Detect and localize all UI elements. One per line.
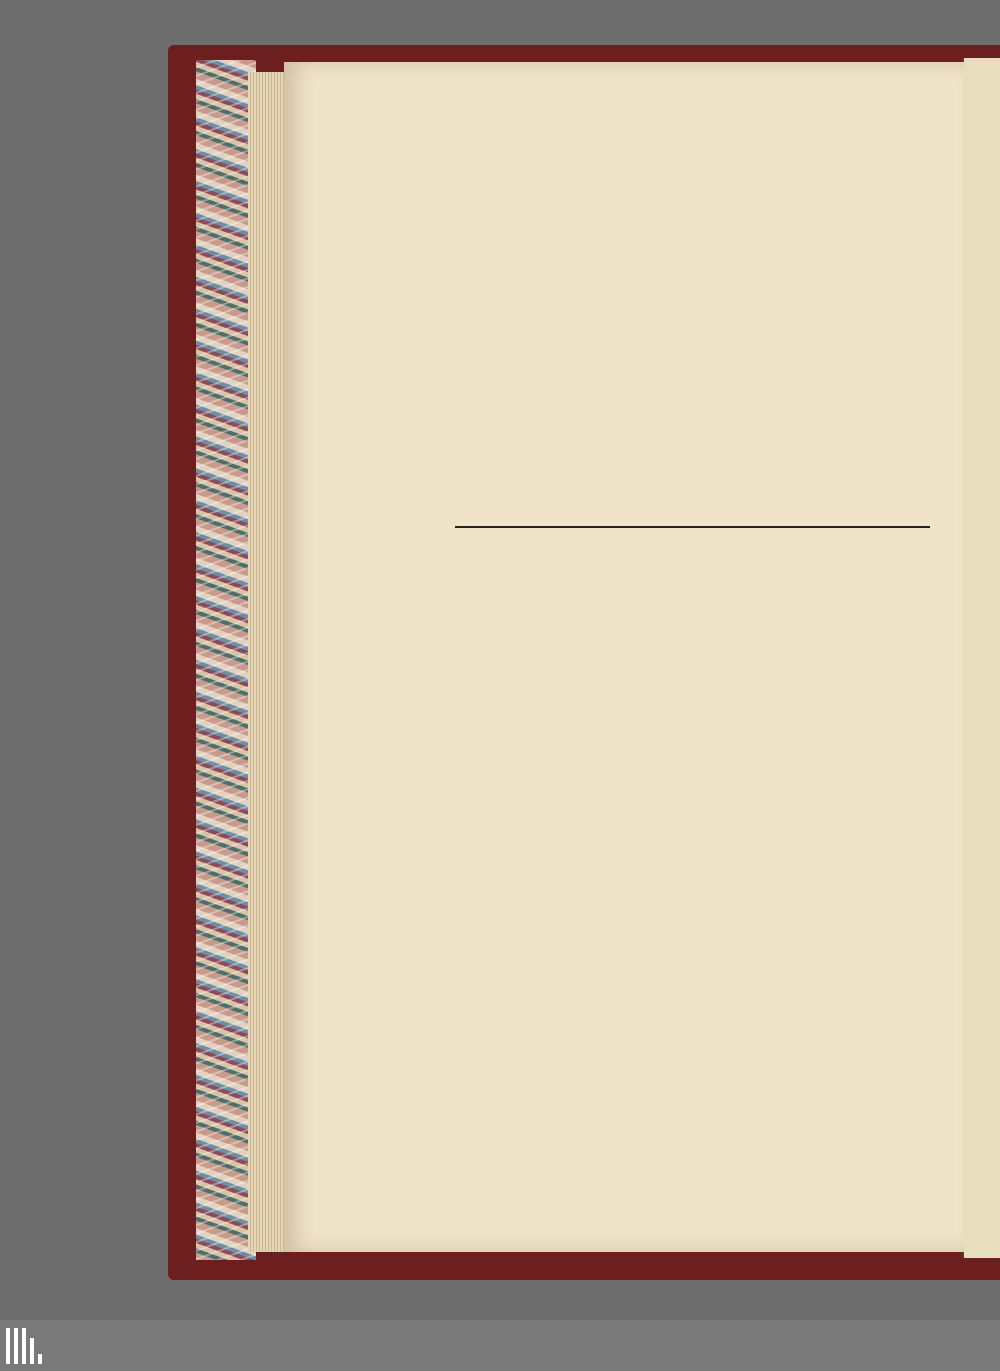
marbled-endpaper xyxy=(196,60,256,1260)
footer-bar xyxy=(0,1320,1000,1371)
library-logo-icon xyxy=(6,1328,46,1364)
book-page xyxy=(284,62,964,1252)
facing-page-edge xyxy=(962,58,1000,1258)
section-rule xyxy=(455,526,930,528)
